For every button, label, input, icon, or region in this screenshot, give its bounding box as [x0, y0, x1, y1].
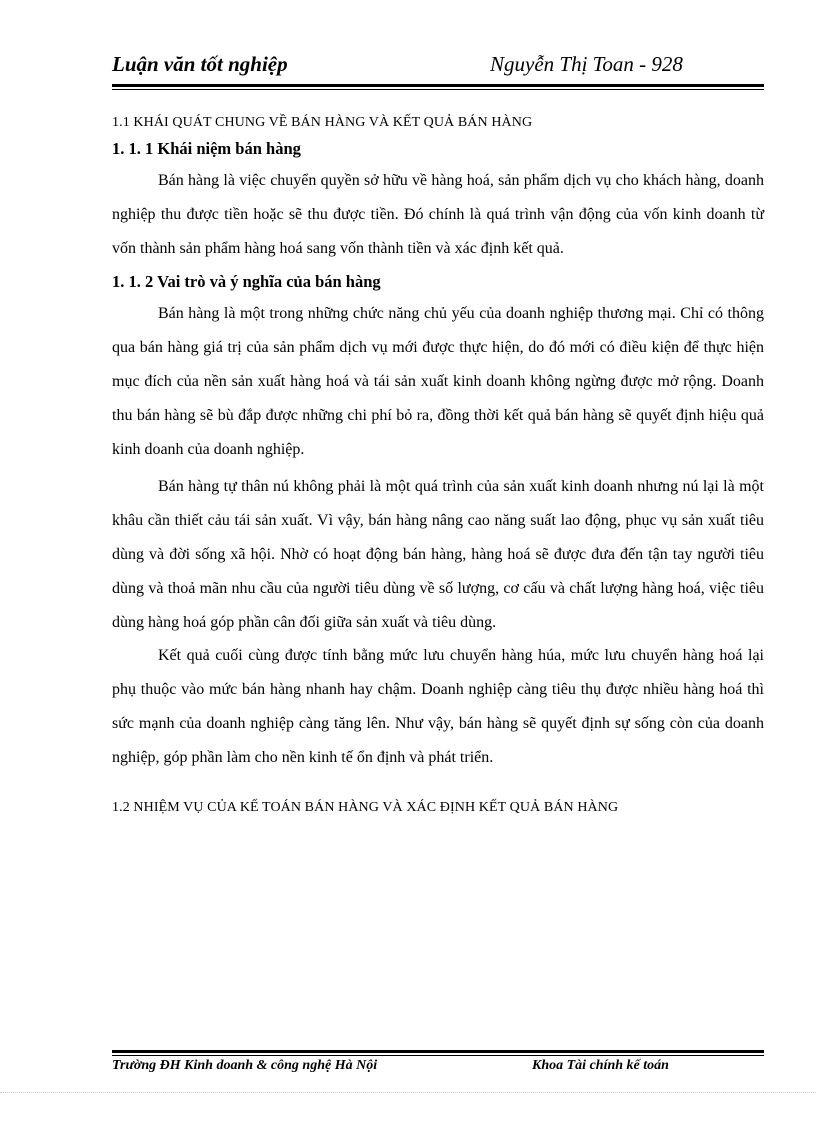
subsection-heading-1-1-1: 1. 1. 1 Khái niệm bán hàng: [112, 139, 301, 158]
paragraph: Bán hàng là một trong những chức năng chủ yếu của doanh nghiệp thương mại. Chỉ có thông qua bán hàng giá trị của sản phẩm dịch vụ mới được thực hiện, do đó mới có điều kiện để thực hiện mục đích của nền sản xuất hàng hoá và tái sản xuất kinh doanh không ngừng được mở rộng. Doanh thu bán hàng sẽ bù đắp được những chi phí bỏ ra, đồng thời kết quả bán hàng sẽ quyết định hiệu quả kinh doanh của doanh nghiệp.: [112, 305, 764, 458]
section-heading-1-2: 1.2 NHIỆM VỤ CỦA KẾ TOÁN BÁN HÀNG VÀ XÁC ĐỊNH KẾT QUẢ BÁN HÀNG: [112, 799, 619, 815]
paragraph: Kết quả cuối cùng được tính bằng mức lưu chuyển hàng húa, mức lưu chuyển hàng hoá lại phụ thuộc vào mức bán hàng nhanh hay chậm. Doanh nghiệp càng tiêu thụ được nhiều hàng hoá thì sức mạnh của doanh nghiệp càng tăng lên. Như vậy, bán hàng sẽ quyết định sự sống còn của doanh nghiệp, góp phần làm cho nền kinh tế ổn định và phát triển.: [112, 647, 764, 766]
page-header: [112, 50, 764, 84]
header-rule-thin: [112, 89, 764, 90]
paragraph: Bán hàng là việc chuyển quyền sở hữu về hàng hoá, sản phẩm dịch vụ cho khách hàng, doanh nghiệp thu được tiền hoặc sẽ thu được tiền. Đó chính là quá trình vận động của vốn kinh doanh từ vốn thành sản phẩm hàng hoá sang vốn thành tiền và xác định kết quả.: [112, 172, 764, 257]
subsection-heading-1-1-2: 1. 1. 2 Vai trò và ý nghĩa của bán hàng: [112, 272, 381, 292]
section-heading-1-1: 1.1 KHÁI QUÁT CHUNG VỀ BÁN HÀNG VÀ KẾT QUẢ BÁN HÀNG: [112, 115, 533, 130]
header-title: Luận văn tốt nghiệp: [112, 52, 288, 76]
footer-faculty: Khoa Tài chính kế toán: [532, 1058, 669, 1073]
header-author: Nguyễn Thị Toan - 928: [490, 52, 683, 76]
page-edge: [0, 1092, 816, 1093]
footer-school: Trường ĐH Kinh doanh & công nghệ Hà Nội: [112, 1058, 378, 1073]
footer-rule: [112, 1050, 764, 1053]
paragraph: Bán hàng tự thân nú không phải là một quá trình của sản xuất kinh doanh nhưng nú lại là một khâu cần thiết cảu tái sản xuất. Vì vậy, bán hàng nâng cao năng suất lao động, phục vụ sản xuất tiêu dùng và đời sống xã hội. Nhờ có hoạt động bán hàng, hàng hoá sẽ được đưa đến tận tay người tiêu dùng và thoả mãn nhu cầu của người tiêu dùng về số lượng, cơ cấu và chất lượng hàng hoá, việc tiêu dùng hàng hoá góp phần cân đối giữa sản xuất và tiêu dùng.: [112, 478, 764, 631]
page-content: [112, 112, 764, 819]
header-rule: [112, 84, 764, 87]
